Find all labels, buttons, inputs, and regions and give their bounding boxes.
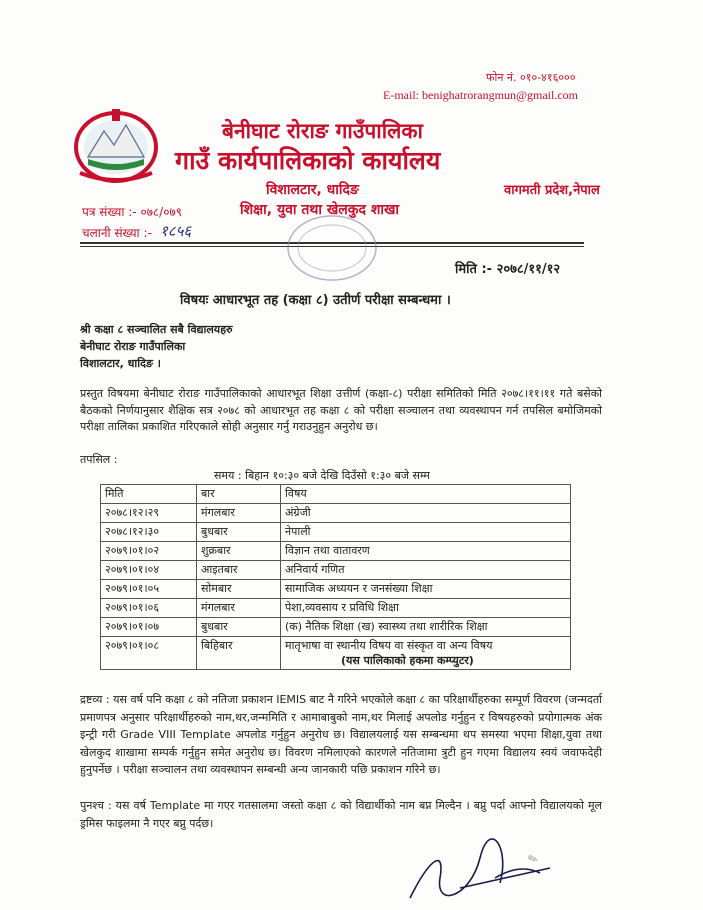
table-cell <box>101 561 197 580</box>
table-header-row <box>101 485 571 504</box>
table-cell <box>101 580 197 599</box>
office-stamp-icon <box>283 210 381 286</box>
cell-text: मंगलबार <box>201 506 235 519</box>
addressee-line: श्री कक्षा ८ सञ्चालित सबै विद्यालयहरु <box>80 323 233 336</box>
table-cell <box>281 523 571 542</box>
cell-text: सोमबार <box>201 582 232 595</box>
tapasil-label: तपसिल : <box>80 453 118 466</box>
cell-text: बिहिबार <box>201 639 233 652</box>
cell-text: २०७९।०१।०६ <box>105 601 160 614</box>
letter-date: मिति :- २०७८/११/१२ <box>455 262 561 277</box>
cell-text: २०७९।०१।०७ <box>105 620 160 633</box>
table-row <box>101 504 571 523</box>
cell-text: मंगलबार <box>201 601 235 614</box>
table-cell <box>101 599 197 618</box>
cell-text: २०७८।१२।३० <box>105 525 160 538</box>
table-row <box>101 618 571 637</box>
cell-text: २०७९।०१।०२ <box>105 544 160 557</box>
cell-text: मातृभाषा वा स्थानीय विषय वा संस्कृत वा अन्य विषय <box>285 639 493 652</box>
table-header-cell: बार <box>197 485 281 504</box>
table-row <box>101 580 571 599</box>
dispatch-label: चलानी संख्या :- <box>82 226 152 240</box>
addressee-line: विशालटार, धादिङ । <box>80 357 161 370</box>
table-cell <box>197 542 281 561</box>
phone-number: फोन नं. ०१०-४१६००० <box>486 71 576 84</box>
cell-text: अनिवार्य गणित <box>285 563 345 576</box>
cell-text: पेशा,व्यवसाय र प्रविधि शिक्षा <box>285 601 399 614</box>
cell-text: अंग्रेजी <box>285 506 311 519</box>
table-cell <box>281 580 571 599</box>
office-name: गाउँ कार्यपालिकाको कार्यालय <box>175 146 441 175</box>
table-cell <box>197 561 281 580</box>
org-name: बेनीघाट रोराङ गाउँपालिका <box>222 119 423 143</box>
table-row <box>101 561 571 580</box>
email-address: E-mail: benighatrorangmun@gmail.com <box>383 88 578 102</box>
body-paragraph: प्रस्तुत विषयमा बेनीघाट रोराङ गाउँपालिकाको आधारभूत शिक्षा उत्तीर्ण (कक्षा-८) परीक्षा समितिको मिति २०७८।११।११ गते बसेको बैठकको निर्णयानुसार शैक्षिक सत्र २०७८ को आधारभूत तह कक्षा ८ को परीक्षा सञ्चालन तथा व्यवस्थापन गर्न तपसिल बमोजिमको परीक्षा तालिका प्रकाशित गरिएकाले सोही अनुसार गर्नु गराउनुहुन अनुरोध छ। <box>80 387 602 433</box>
table-cell <box>197 580 281 599</box>
cell-text: आइतबार <box>201 563 238 576</box>
signature-icon <box>400 838 580 908</box>
cell-text: सामाजिक अध्ययन र जनसंख्या शिक्षा <box>285 582 433 595</box>
table-cell <box>281 618 571 637</box>
letter-number: पत्र संख्या :- ०७८/०७९ <box>82 205 182 219</box>
cell-text: बुधबार <box>201 525 228 538</box>
province: वागमती प्रदेश,नेपाल <box>504 183 600 198</box>
cell-text: २०७८।१२।२९ <box>105 506 160 519</box>
subject-line: विषयः आधारभूत तह (कक्षा ८) उतीर्ण परीक्षा सम्बन्धमा । <box>180 293 451 308</box>
cell-text: २०७९।०१।०५ <box>105 582 160 595</box>
cell-text: शुक्रबार <box>201 544 231 557</box>
table-cell <box>197 618 281 637</box>
table-cell <box>281 561 571 580</box>
table-header-cell: विषय <box>281 485 571 504</box>
addressee-line: बेनीघाट रोराङ गाउँपालिका <box>80 340 186 353</box>
table-row <box>101 599 571 618</box>
branch-name: शिक्षा, युवा तथा खेलकुद शाखा <box>240 202 400 218</box>
cell-text: बुधबार <box>201 620 228 633</box>
cell-text: (क) नैतिक शिक्षा (ख) स्वास्थ्य तथा शारीरिक शिक्षा <box>285 620 488 633</box>
table-cell <box>281 599 571 618</box>
cell-text: २०७९।०१।०८ <box>105 639 160 652</box>
exam-schedule-table <box>100 484 571 670</box>
table-cell <box>101 504 197 523</box>
signatory-stamp: ✎ <box>525 850 541 868</box>
exam-time: समय : बिहान १०:३० बजे देखि दिउँसो १:३० बजे सम्म <box>214 469 430 482</box>
cell-text: विज्ञान तथा वातावरण <box>285 544 370 557</box>
table-cell <box>197 637 281 670</box>
ps-paragraph: पुनश्च : यस वर्ष Template मा गएर गतसालमा जस्तो कक्षा ८ को विद्यार्थीको नाम बप्न मिल्दैन । बप्नु पर्दा आफ्नो विद्यालयको मूल ड्रमिस फाइलमा नै गएर बप्नु पर्दछ। <box>80 799 602 830</box>
table-cell <box>101 637 197 670</box>
table-cell <box>101 618 197 637</box>
table-cell <box>101 542 197 561</box>
dispatch-number: १८५६ <box>160 222 192 240</box>
office-address: विशालटार, धादिङ <box>266 182 359 198</box>
table-cell <box>101 523 197 542</box>
cell-text: २०७९।०१।०४ <box>105 563 160 576</box>
table-row <box>101 542 571 561</box>
table-cell <box>197 523 281 542</box>
table-cell <box>197 504 281 523</box>
table-cell <box>281 542 571 561</box>
table-row <box>101 523 571 542</box>
table-cell <box>281 504 571 523</box>
cell-text: नेपाली <box>285 525 311 538</box>
cell-note: (यस पालिकाको हकमा कम्प्युटर) <box>341 654 474 667</box>
table-cell <box>197 599 281 618</box>
nepal-emblem-icon <box>70 103 162 185</box>
note-paragraph: द्रष्टव्य : यस वर्ष पनि कक्षा ८ को नतिजा प्रकाशन IEMIS बाट नै गरिने भएकोले कक्षा ८ का परिक्षार्थीहरुका सम्पूर्ण विवरण (जन्मदर्ता प्रमाणपत्र अनुसार परिक्षार्थीहरुको नाम,थर,जन्ममिति र आमाबाबुको नाम,थर मिलाई अपलोड गर्नुहुन र विषयहरुको प्रयोगात्मक अंक इन्ट्री गरी Grade VIII Template अपलोड गर्नुहुन अनुरोध छ। विद्यालयलाई यस सम्बन्धमा थप समस्या भएमा शिक्षा,युवा तथा खेलकुद शाखामा सम्पर्क गर्नुहुन समेत अनुरोध छ। विवरण नमिलाएको कारणले नतिजामा त्रुटी हुन गएमा विद्यालय स्वयं जवाफदेही हुनुपर्नेछ । परीक्षा सञ्चालन तथा व्यवस्थापन सम्बन्धी अन्य जानकारी पछि प्रकाशन गरिने छ। <box>80 693 602 776</box>
table-header-cell: मिति <box>101 485 197 504</box>
table-row <box>101 637 571 670</box>
table-cell <box>281 637 571 670</box>
